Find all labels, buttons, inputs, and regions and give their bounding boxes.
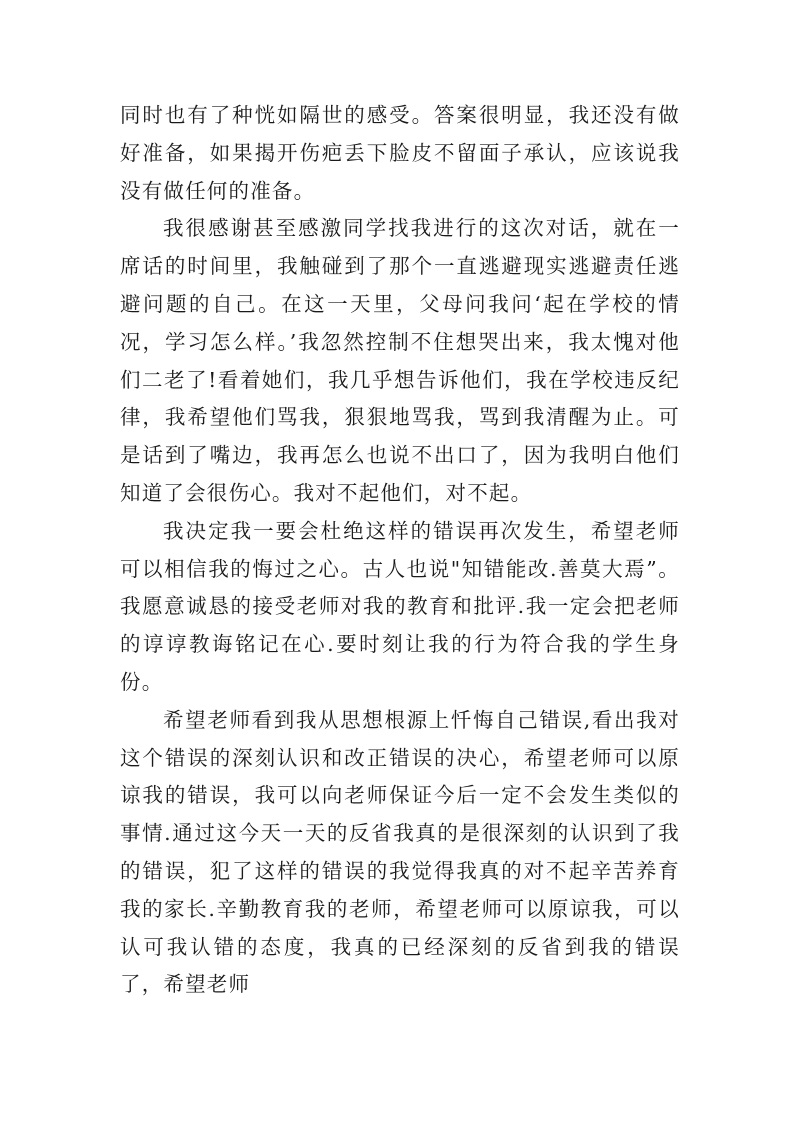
paragraph-2: 我很感谢甚至感激同学找我进行的这次对话，就在一席话的时间里，我触碰到了那个一直逃避现实逃避责任逃避问题的自己。在这一天里，父母问我问‘起在学校的情况，学习怎么样。’我忽然控制不住想哭出来，我太愧对他们二老了!看着她们，我几乎想告诉他们，我在学校违反纪律，我希望他们骂我，狠狠地骂我，骂到我清醒为止。可是话到了嘴边，我再怎么也说不出口了，因为我明白他们知道了会很伤心。我对不起他们，对不起。 — [120, 216, 680, 505]
paragraph-3: 我决定我一要会杜绝这样的错误再次发生，希望老师可以相信我的悔过之心。古人也说"知错能改.善莫大焉”。我愿意诚恳的接受老师对我的教育和批评.我一定会把老师的谆谆教诲铭记在心.要时刻让我的行为符合我的学生身份。 — [120, 518, 680, 694]
document-body — [120, 97, 680, 1004]
paragraph-4: 希望老师看到我从思想根源上忏悔自己错误,看出我对这个错误的深刻认识和改正错误的决心，希望老师可以原谅我的错误，我可以向老师保证今后一定不会发生类似的事情.通过这今天一天的反省我真的是很深刻的认识到了我的错误，犯了这样的错误的我觉得我真的对不起辛苦养育我的家长.辛勤教育我的老师，希望老师可以原谅我，可以认可我认错的态度，我真的已经深刻的反省到我的错误了，希望老师 — [120, 707, 680, 997]
paragraph-1: 同时也有了种恍如隔世的感受。答案很明显，我还没有做好准备，如果揭开伤疤丢下脸皮不留面子承认，应该说我没有做任何的准备。 — [120, 103, 680, 203]
